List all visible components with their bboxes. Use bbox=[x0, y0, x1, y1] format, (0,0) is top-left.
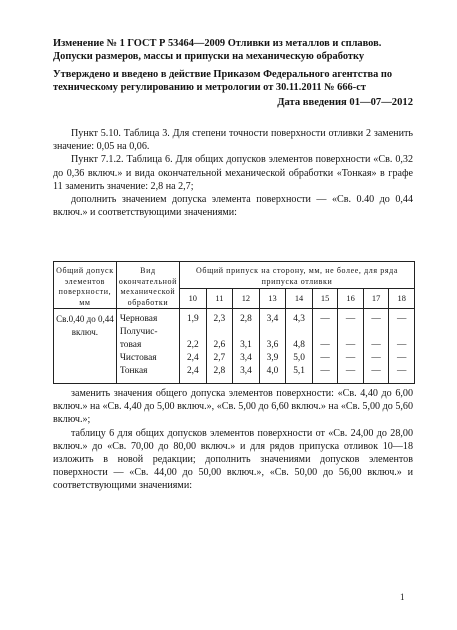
paragraph-7-1-2: Пункт 7.1.2. Таблица 6. Для общих допусков элементов поверхности «Св. 0,32 до 0,36 включ.» и вида окончательной механической обработки «Тонкая» в графе 11 заменить значение: 2,8 на 2,7; bbox=[53, 154, 413, 192]
values-col-16: — — — — bbox=[338, 309, 364, 384]
table-header-allowance: Общий припуск на сторону, мм, не более, для ряда припуска отливки bbox=[180, 262, 415, 289]
document-title bbox=[53, 37, 413, 63]
row-number-14: 14 bbox=[286, 289, 313, 309]
values-col-14: 4,3 4,8 5,0 5,1 bbox=[286, 309, 313, 384]
body-text-top bbox=[53, 127, 413, 219]
kind-semifinish-part1: Получис- bbox=[119, 327, 158, 337]
approval-note bbox=[53, 68, 413, 94]
paragraph-supplement: дополнить значением допуска элемента поверхности — «Св. 0.40 до 0,44 включ.» и соответствующими значениями: bbox=[53, 194, 413, 219]
row-number-12: 12 bbox=[233, 289, 260, 309]
row-number-17: 17 bbox=[363, 289, 389, 309]
values-col-15: — — — — bbox=[312, 309, 338, 384]
values-col-18: — — — — bbox=[389, 309, 415, 384]
row-number-11: 11 bbox=[206, 289, 233, 309]
values-col-12: 2,8 3,1 3,4 3,4 bbox=[233, 309, 260, 384]
introduction-date: Дата введения 01—07—2012 bbox=[277, 97, 413, 108]
body-text-bottom bbox=[53, 387, 413, 493]
values-col-11: 2,3 2,6 2,7 2,8 bbox=[206, 309, 233, 384]
approval-line-2: техническому регулированию и метрологии от 30.11.2011 № 666-ст bbox=[53, 82, 366, 93]
table-row bbox=[54, 309, 415, 384]
values-col-13: 3,4 3,6 3,9 4,0 bbox=[259, 309, 286, 384]
title-line-2: Допуски размеров, массы и припуски на механическую обработку bbox=[53, 51, 365, 62]
allowance-table bbox=[53, 261, 415, 384]
paragraph-5-10: Пункт 5.10. Таблица 3. Для степени точности поверхности отливки 2 заменить значение: 0,05 на 0,06. bbox=[53, 128, 413, 153]
kind-rough: Черновая bbox=[119, 314, 158, 324]
values-col-17: — — — — bbox=[363, 309, 389, 384]
paragraph-replace-values: заменить значения общего допуска элементов поверхности: «Св. 4,40 до 6,00 включ.» на «Св. 4,40 до 5,00 включ.», «Св. 5,00 до 6,60 включ.» на «Св. 5,00 до 5,60 включ.»; bbox=[53, 388, 413, 426]
approval-line-1: Утверждено и введено в действие Приказом Федерального агентства по bbox=[53, 69, 393, 80]
values-col-10: 1,9 2,2 2,4 2,4 bbox=[180, 309, 207, 384]
row-number-10: 10 bbox=[180, 289, 207, 309]
table-header-tolerance: Общий допуск элементов поверхности, мм bbox=[54, 262, 117, 309]
row-number-18: 18 bbox=[389, 289, 415, 309]
row-number-13: 13 bbox=[259, 289, 286, 309]
kind-finish: Чистовая bbox=[119, 353, 157, 363]
kind-fine: Тонкая bbox=[119, 366, 148, 376]
row-number-16: 16 bbox=[338, 289, 364, 309]
table-header-machining: Вид окончательной механической обработки bbox=[116, 262, 179, 309]
tolerance-cell: Св.0,40 до 0,44 включ. bbox=[54, 309, 117, 384]
row-number-15: 15 bbox=[312, 289, 338, 309]
page-number: 1 bbox=[400, 592, 405, 602]
title-line-1: Изменение № 1 ГОСТ Р 53464—2009 Отливки из металлов и сплавов. bbox=[53, 38, 382, 49]
machining-kinds bbox=[116, 309, 179, 384]
kind-semifinish-part2: товая bbox=[119, 340, 142, 350]
paragraph-table-6-new: таблицу 6 для общих допусков элементов поверхности от «Св. 24,00 до 28,00 включ.» до «Св. 70,00 до 80,00 включ.» и для рядов припуска отливок 10—18 изложить в новой редакции; дополнить значениями допусков элементов поверхности — «Св. 44,00 до 50,00 включ.», «Св. 50,00 до 56,00 включ.» и соответствующими значениями: bbox=[53, 427, 413, 492]
